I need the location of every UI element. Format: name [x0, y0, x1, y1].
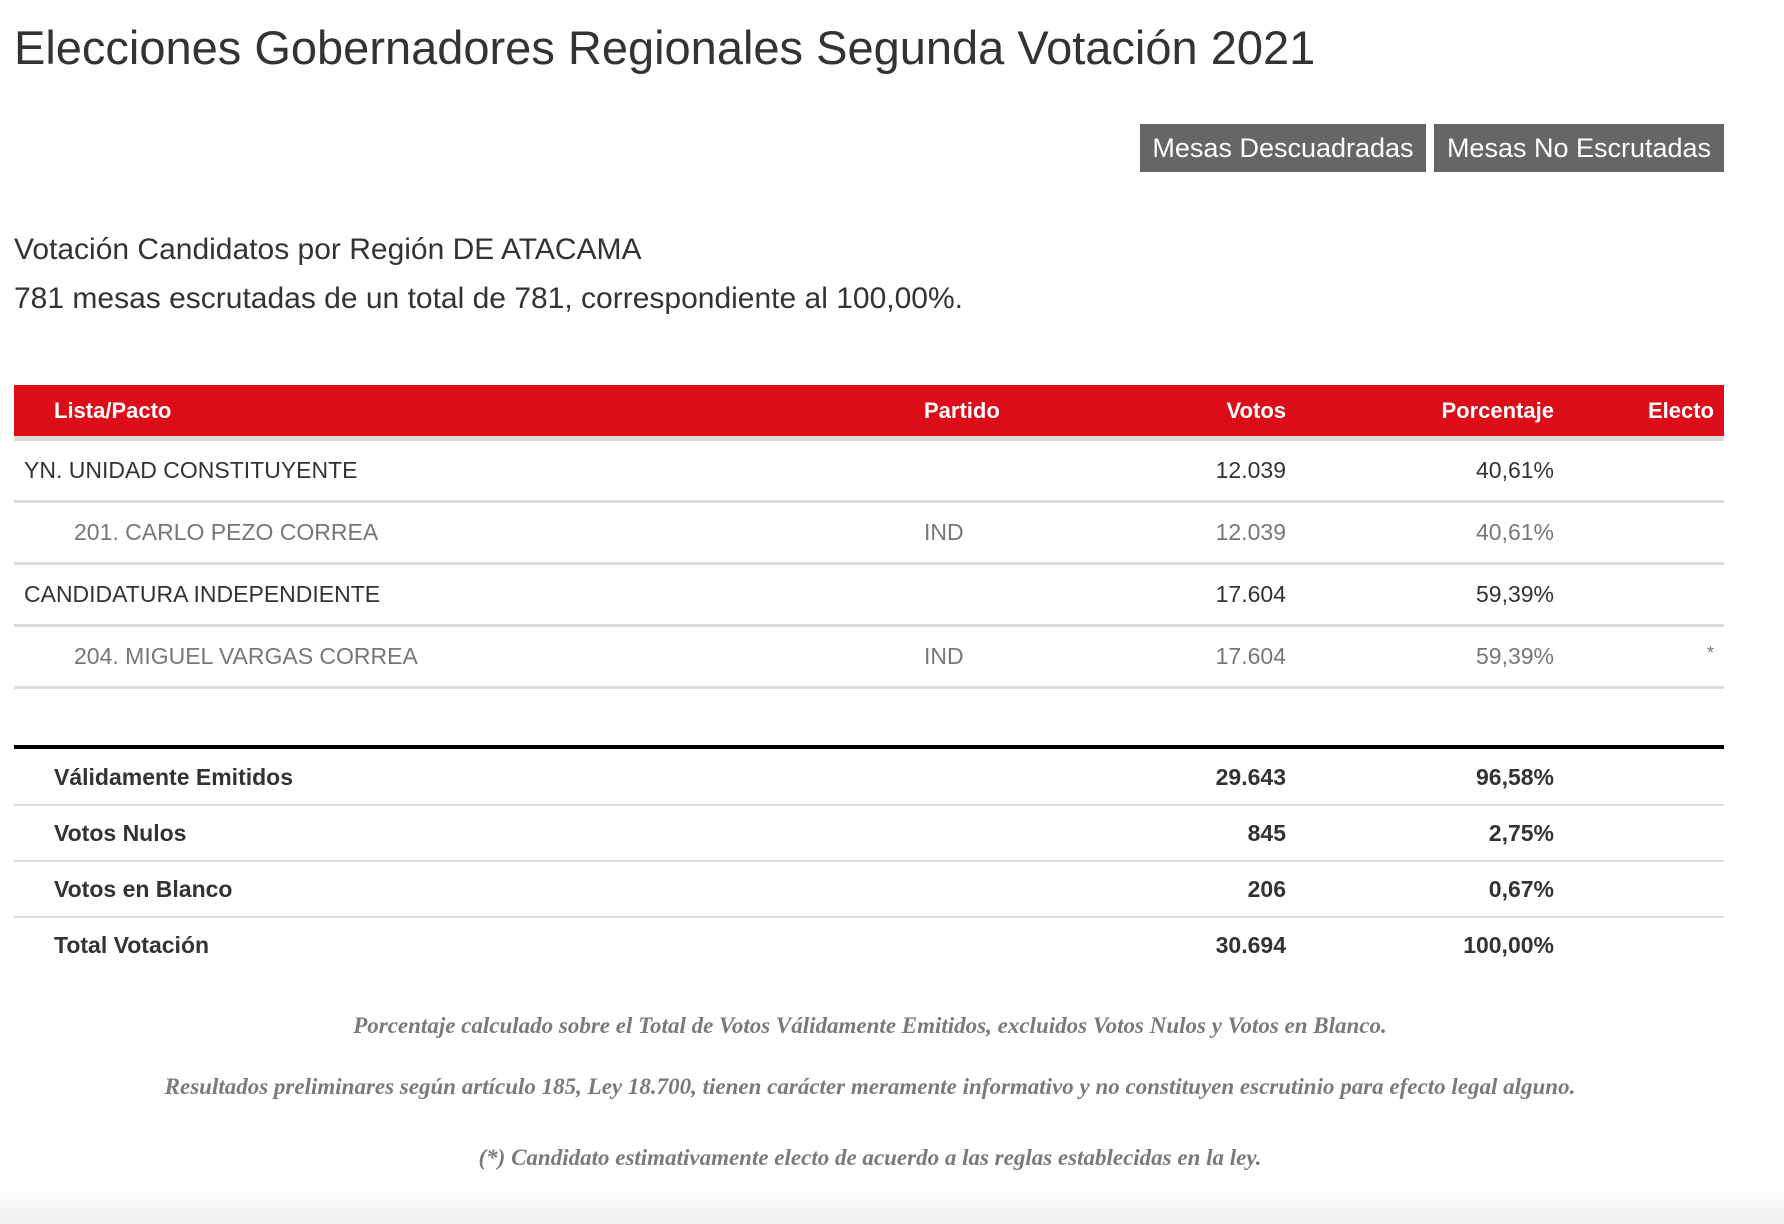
table-row-pacto	[14, 565, 1724, 627]
totals-label: Total Votación	[54, 932, 210, 958]
page-title: Elecciones Gobernadores Regionales Segunda Votación 2021	[14, 21, 1316, 74]
totals-votos: 206	[1247, 876, 1286, 902]
row-name: 201. CARLO PEZO CORREA	[74, 519, 379, 545]
header-votos: Votos	[1226, 398, 1286, 423]
totals-votos: 845	[1247, 820, 1286, 846]
totals-row-total	[14, 918, 1724, 972]
totals-row-blanco	[14, 862, 1724, 918]
table-row-pacto	[14, 441, 1724, 503]
totals-porcentaje: 96,58%	[1475, 764, 1554, 790]
totals-porcentaje: 0,67%	[1488, 876, 1554, 902]
row-votos: 12.039	[1215, 457, 1286, 483]
row-porcentaje: 40,61%	[1475, 457, 1554, 483]
mesas-summary: 781 mesas escrutadas de un total de 781, correspondiente al 100,00%.	[14, 282, 963, 315]
row-votos: 17.604	[1215, 643, 1286, 669]
totals-divider	[14, 745, 1724, 749]
footnote-preliminares: Resultados preliminares según artículo 185, Ley 18.700, tienen carácter meramente informativo y no constituyen escrutinio para efecto legal alguno.	[164, 1074, 1576, 1099]
row-partido: IND	[924, 643, 964, 669]
totals-label: Válidamente Emitidos	[54, 764, 294, 790]
results-table	[14, 385, 1724, 685]
footnote-electo: (*) Candidato estimativamente electo de acuerdo a las reglas establecidas en la ley.	[478, 1145, 1262, 1170]
totals-label: Votos en Blanco	[54, 876, 233, 902]
totals-label: Votos Nulos	[54, 820, 187, 846]
header-electo: Electo	[1647, 398, 1714, 423]
row-name: YN. UNIDAD CONSTITUYENTE	[24, 457, 358, 483]
totals-row-nulos	[14, 806, 1724, 862]
mesas-no-escrutadas-button[interactable]: Mesas No Escrutadas	[1434, 124, 1724, 172]
totals-row-validos	[14, 750, 1724, 806]
header-partido: Partido	[924, 398, 1000, 423]
totals-votos: 30.694	[1215, 932, 1286, 958]
row-porcentaje: 59,39%	[1475, 581, 1554, 607]
footnote-porcentaje: Porcentaje calculado sobre el Total de Votos Válidamente Emitidos, excluidos Votos Nulos y Votos en Blanco.	[353, 1013, 1387, 1038]
elected-marker: *	[1706, 643, 1714, 663]
table-row-candidato	[14, 627, 1724, 689]
totals-votos: 29.643	[1215, 764, 1286, 790]
mesas-descuadradas-button[interactable]: Mesas Descuadradas	[1140, 124, 1426, 172]
row-name: CANDIDATURA INDEPENDIENTE	[24, 581, 381, 607]
row-porcentaje: 40,61%	[1475, 519, 1554, 545]
totals-porcentaje: 2,75%	[1488, 820, 1554, 846]
table-header	[14, 385, 1724, 441]
row-name: 204. MIGUEL VARGAS CORREA	[74, 643, 418, 669]
header-lista-pacto: Lista/Pacto	[54, 398, 172, 423]
totals-porcentaje: 100,00%	[1463, 932, 1554, 958]
row-partido: IND	[924, 519, 964, 545]
page-bottom-edge	[0, 1186, 1784, 1224]
row-votos: 12.039	[1215, 519, 1286, 545]
header-porcentaje: Porcentaje	[1441, 398, 1554, 423]
row-porcentaje: 59,39%	[1475, 643, 1554, 669]
table-row-candidato	[14, 503, 1724, 565]
region-heading: Votación Candidatos por Región DE ATACAMA	[14, 233, 642, 266]
row-votos: 17.604	[1215, 581, 1286, 607]
